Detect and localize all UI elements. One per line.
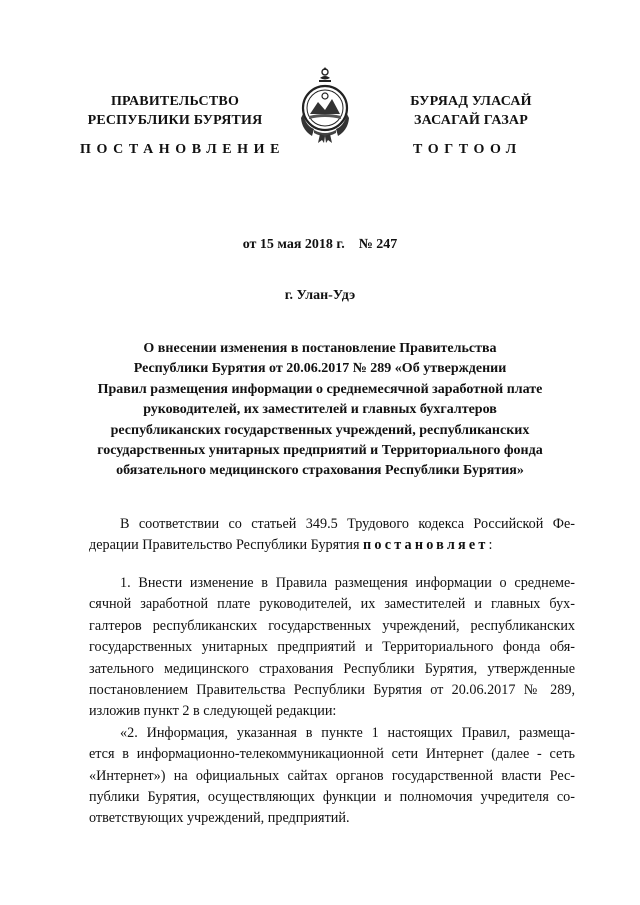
body-line: В соответствии со статьей 349.5 Трудового кодекса Российской Фе-: [120, 516, 575, 532]
body-line: постановлением Правительства Республики Бурятия от 20.06.2017 № 289,: [89, 681, 575, 698]
body-line: публики Бурятия, осуществляющих функции и полномочия учредителя со-: [89, 788, 575, 805]
decree-date: от 15 мая 2018 г.: [242, 237, 345, 252]
coat-of-arms-icon: [298, 66, 352, 144]
body-line: сячной заработной плате руководителей, их заместителей и главных бух-: [89, 596, 575, 613]
preamble-line2-end: :: [488, 537, 493, 554]
date-number-line: [0, 237, 640, 253]
title-line: обязательного медицинского страхования Республики Бурятия»: [116, 463, 524, 479]
body-line: галтеров республиканских государственных учреждений, республиканских: [89, 617, 575, 634]
body-line: ответствующих учреждений, предприятий.: [89, 810, 350, 827]
body-line: [89, 535, 575, 556]
body-line: 1. Внести изменение в Правила размещения информации о среднеме-: [120, 575, 575, 591]
title-line: республиканских государственных учреждений, республиканских: [110, 422, 530, 438]
body-line: государственных унитарных предприятий и Территориального фонда обя-: [89, 639, 575, 656]
item-1-paragraph: [89, 573, 575, 830]
city: г. Улан-Удэ: [284, 288, 356, 303]
title-line: О внесении изменения в постановление Правительства: [143, 341, 497, 356]
doc-type-bua: ТОГТООЛ: [413, 142, 522, 157]
body-line: изложив пункт 2 в следующей редакции:: [89, 703, 337, 720]
title-line: государственных унитарных предприятий и Территориального фонда: [97, 443, 543, 459]
body-line: «Интернет») на официальных сайтах органов государственной власти Рес-: [89, 767, 575, 784]
body-line: зательного медицинского страхования Республики Бурятия, утвержденные: [89, 660, 575, 677]
decree-title: [60, 339, 580, 482]
title-line: руководителей, их заместителей и главных бухгалтеров: [143, 402, 497, 418]
issuer-bua-line2: ЗАСАГАЙ ГАЗАР: [413, 113, 528, 128]
decree-number: № 247: [358, 237, 398, 252]
issuer-ru-line2: РЕСПУБЛИКИ БУРЯТИЯ: [87, 113, 263, 128]
body-line: ется в информационно-телекоммуникационной сети Интернет (далее - сеть: [89, 746, 575, 763]
issuer-ru: [60, 92, 290, 130]
decree-word: постановляет: [363, 537, 489, 554]
doc-type-ru: ПОСТАНОВЛЕНИЕ: [80, 142, 286, 157]
body-line: «2. Информация, указанная в пункте 1 настоящих Правил, размеща-: [120, 724, 575, 741]
title-line: Правил размещения информации о среднемесячной заработной плате: [97, 381, 543, 397]
preamble-line2-start: дерации Правительство Республики Бурятия: [89, 537, 364, 554]
title-line: Республики Бурятия от 20.06.2017 № 289 «Об утверждении: [133, 361, 507, 377]
issuer-bua-line1: БУРЯАД УЛАСАЙ: [410, 94, 532, 109]
issuer-ru-line1: ПРАВИТЕЛЬСТВО: [110, 94, 240, 109]
preamble-paragraph: [89, 514, 575, 557]
issuer-bua: [366, 92, 576, 130]
